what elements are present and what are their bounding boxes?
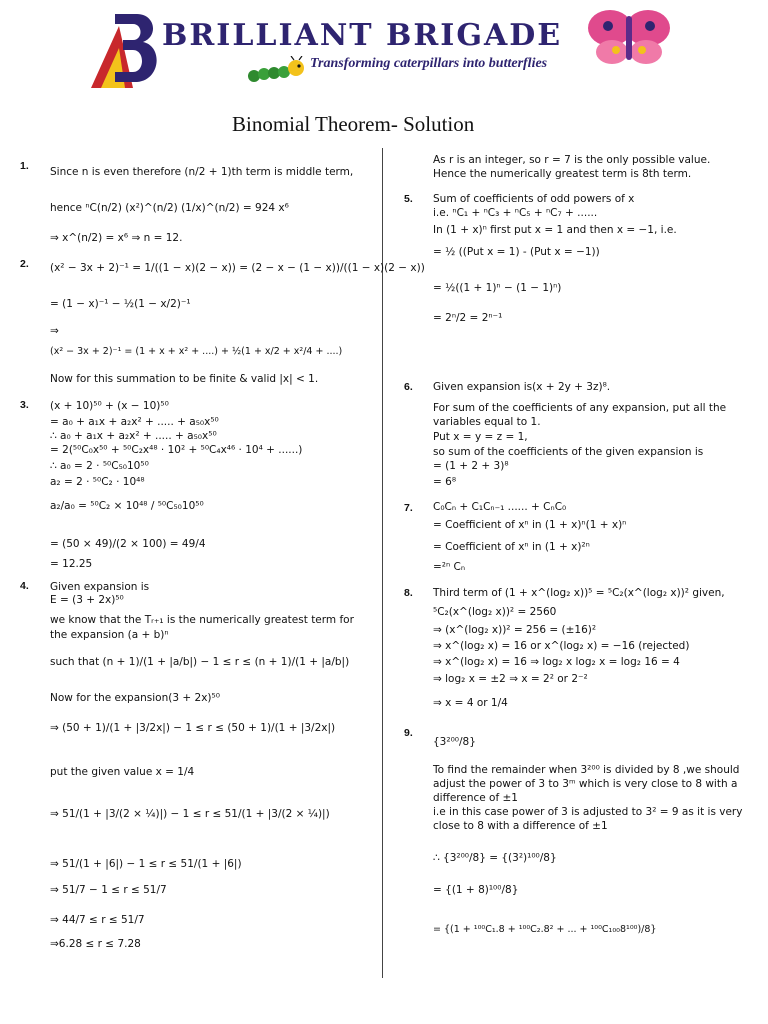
solution-line: ⇒6.28 ≤ r ≤ 7.28 <box>50 938 141 950</box>
brand-name: BRILLIANT BRIGADE <box>162 18 563 53</box>
question-number: 3. <box>20 399 29 411</box>
solution-line: ∴ a₀ + a₁x + a₂x² + ..... + a₅₀x⁵⁰ <box>50 430 217 442</box>
question-number: 7. <box>404 502 413 514</box>
solution-line: ⇒ 51/(1 + |3/(2 × ¼)|) − 1 ≤ r ≤ 51/(1 + |3/(2 × ¼)|) <box>50 808 330 820</box>
solution-line: For sum of the coefficients of any expansion, put all the <box>433 402 727 414</box>
solution-line: Given expansion is <box>50 581 150 593</box>
solution-line: Now for the expansion(3 + 2x)⁵⁰ <box>50 692 220 704</box>
solution-line: = {(1 + 8)¹⁰⁰/8} <box>433 884 519 896</box>
solution-line: hence ⁿC(n/2) (x²)^(n/2) (1/x)^(n/2) = 924 x⁶ <box>50 202 289 214</box>
solution-line: (x² − 3x + 2)⁻¹ = (1 + x + x² + ....) + ½(1 + x/2 + x²/4 + ....) <box>50 346 343 357</box>
solution-line: variables equal to 1. <box>433 416 541 428</box>
solution-line: we know that the Tᵣ₊₁ is the numerically greatest term for <box>50 614 354 626</box>
solution-line: = a₀ + a₁x + a₂x² + ..... + a₅₀x⁵⁰ <box>50 416 219 428</box>
solution-line: = (50 × 49)/(2 × 100) = 49/4 <box>50 538 206 550</box>
question-number: 5. <box>404 193 413 205</box>
solution-line: As r is an integer, so r = 7 is the only possible value. <box>433 154 711 166</box>
solution-line: Now for this summation to be finite & valid |x| < 1. <box>50 373 319 385</box>
question-number: 9. <box>404 727 413 739</box>
solution-line: ⇒ 44/7 ≤ r ≤ 51/7 <box>50 914 145 926</box>
solution-line: (x + 10)⁵⁰ + (x − 10)⁵⁰ <box>50 400 169 412</box>
question-number: 6. <box>404 381 413 393</box>
brand-logo-icon <box>85 8 165 92</box>
question-number: 8. <box>404 587 413 599</box>
solution-line: = ½((1 + 1)ⁿ − (1 − 1)ⁿ) <box>433 282 562 294</box>
solution-line: i.e. ⁿC₁ + ⁿC₃ + ⁿC₅ + ⁿC₇ + ...... <box>433 207 598 219</box>
solution-line: such that (n + 1)/(1 + |a/b|) − 1 ≤ r ≤ (n + 1)/(1 + |a/b|) <box>50 656 350 668</box>
solution-line: =²ⁿ Cₙ <box>433 561 466 573</box>
solution-line: To find the remainder when 3²⁰⁰ is divided by 8 ,we should <box>433 764 740 776</box>
solution-line: = 12.25 <box>50 558 93 570</box>
solution-line: = Coefficient of xⁿ in (1 + x)²ⁿ <box>433 541 590 553</box>
solution-line: ⁵C₂(x^(log₂ x))² = 2560 <box>433 606 557 618</box>
solution-line: ⇒ 51/(1 + |6|) − 1 ≤ r ≤ 51/(1 + |6|) <box>50 858 242 870</box>
solution-line: = (1 − x)⁻¹ − ½(1 − x/2)⁻¹ <box>50 298 191 310</box>
solution-line: ∴ {3²⁰⁰/8} = {(3²)¹⁰⁰/8} <box>433 852 557 864</box>
solution-line: = Coefficient of xⁿ in (1 + x)ⁿ(1 + x)ⁿ <box>433 519 627 531</box>
solution-line: ∴ a₀ = 2 · ⁵⁰C₅₀10⁵⁰ <box>50 460 149 472</box>
solution-line: so sum of the coefficients of the given expansion is <box>433 446 704 458</box>
solution-line: Third term of (1 + x^(log₂ x))⁵ = ⁵C₂(x^(log₂ x))² given, <box>433 587 725 599</box>
butterfly-icon <box>586 6 672 68</box>
solution-line: close to 8 with a difference of ±1 <box>433 820 608 832</box>
page-title: Binomial Theorem- Solution <box>232 112 475 136</box>
solution-line: ⇒ (50 + 1)/(1 + |3/2x|) − 1 ≤ r ≤ (50 + 1)/(1 + |3/2x|) <box>50 722 336 734</box>
solution-line: = (1 + 2 + 3)⁸ <box>433 460 509 472</box>
solution-line: Put x = y = z = 1, <box>433 431 528 443</box>
solution-line: = ½ ((Put x = 1) - (Put x = −1)) <box>433 246 600 258</box>
solution-line: Hence the numerically greatest term is 8th term. <box>433 168 692 180</box>
solution-line: ⇒ log₂ x = ±2 ⇒ x = 2² or 2⁻² <box>433 673 588 685</box>
caterpillar-icon <box>246 56 310 86</box>
solution-line: ⇒ <box>50 325 59 337</box>
solution-line: ⇒ (x^(log₂ x))² = 256 = (±16)² <box>433 624 597 636</box>
question-number: 2. <box>20 258 29 270</box>
solution-line: = 2(⁵⁰C₀x⁵⁰ + ⁵⁰C₂x⁴⁸ · 10² + ⁵⁰C₄x⁴⁶ · 10⁴ + ......) <box>50 444 303 456</box>
brand-tagline: Transforming caterpillars into butterflies <box>310 56 548 71</box>
solution-line: Sum of coefficients of odd powers of x <box>433 193 635 205</box>
solution-line: C₀Cₙ + C₁Cₙ₋₁ ...... + CₙC₀ <box>433 501 567 513</box>
solution-line: i.e in this case power of 3 is adjusted to 3² = 9 as it is very <box>433 806 743 818</box>
solution-line: E = (3 + 2x)⁵⁰ <box>50 594 124 606</box>
solution-line: Since n is even therefore (n/2 + 1)th term is middle term, <box>50 166 354 178</box>
solution-line: ⇒ x^(log₂ x) = 16 or x^(log₂ x) = −16 (rejected) <box>433 640 690 652</box>
solution-line: (x² − 3x + 2)⁻¹ = 1/((1 − x)(2 − x)) = (2 − x − (1 − x))/((1 − x)(2 − x)) <box>50 262 425 274</box>
solution-line: put the given value x = 1/4 <box>50 766 195 778</box>
solution-line: ⇒ x^(log₂ x) = 16 ⇒ log₂ x log₂ x = log₂ 16 = 4 <box>433 656 680 668</box>
logo-letter <box>0 0 1 1</box>
solution-line: = 2ⁿ/2 = 2ⁿ⁻¹ <box>433 312 503 324</box>
solution-line: Given expansion is(x + 2y + 3z)⁸. <box>433 381 611 393</box>
solution-line: ⇒ x = 4 or 1/4 <box>433 697 508 709</box>
solution-line: the expansion (a + b)ⁿ <box>50 629 169 641</box>
solution-line: a₂ = 2 · ⁵⁰C₂ · 10⁴⁸ <box>50 476 145 488</box>
solution-line: = 6⁸ <box>433 476 457 488</box>
header <box>0 0 768 100</box>
solution-line: ⇒ 51/7 − 1 ≤ r ≤ 51/7 <box>50 884 167 896</box>
solution-line: ⇒ x^(n/2) = x⁶ ⇒ n = 12. <box>50 232 183 244</box>
solution-line: a₂/a₀ = ⁵⁰C₂ × 10⁴⁸ / ⁵⁰C₅₀10⁵⁰ <box>50 500 204 512</box>
question-number: 1. <box>20 160 29 172</box>
solution-line: {3²⁰⁰/8} <box>433 736 476 748</box>
question-number: 4. <box>20 580 29 592</box>
solution-line: In (1 + x)ⁿ first put x = 1 and then x = −1, i.e. <box>433 224 677 236</box>
solution-line: = {(1 + ¹⁰⁰C₁.8 + ¹⁰⁰C₂.8² + ... + ¹⁰⁰C₁₀₀8¹⁰⁰)/8} <box>433 924 657 935</box>
solution-line: adjust the power of 3 to 3ᵐ which is very close to 8 with a <box>433 778 738 790</box>
solution-line: difference of ±1 <box>433 792 518 804</box>
